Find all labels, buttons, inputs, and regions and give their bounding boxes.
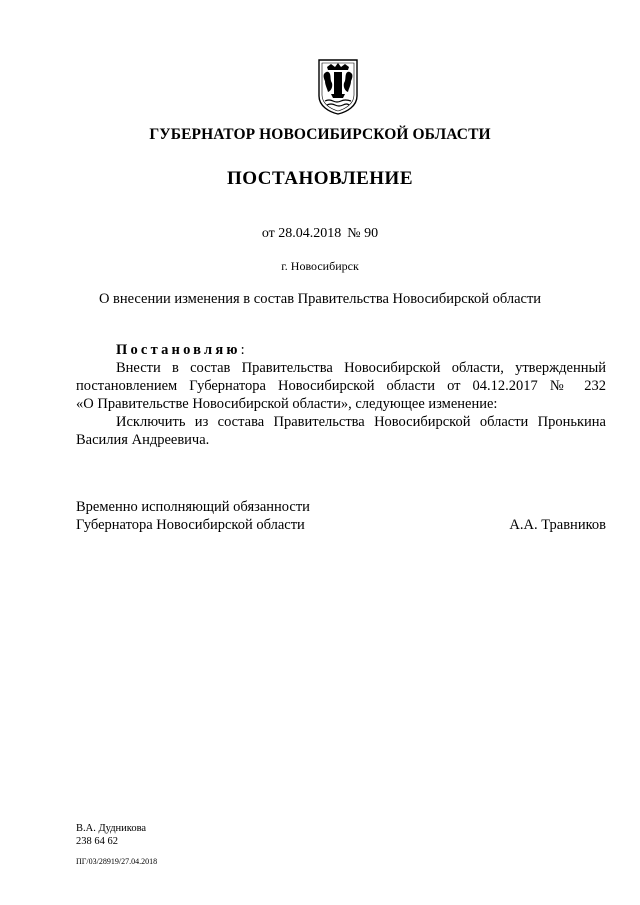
paragraph1-line1: Внести в состав Правительства Новосибирской области, утвержденный [116,360,606,376]
coat-of-arms-icon [313,58,363,116]
postanovlyayu-colon: : [240,342,245,358]
signatory-position-line2: Губернатора Новосибирской области [76,517,305,533]
paragraph2-line1: Исключить из состава Правительства Новосибирской области Пронькина [116,414,606,430]
executor-block [76,822,146,848]
paragraph1-line3: «О Правительстве Новосибирской области», следующее изменение: [76,396,498,412]
signatory-name: А.А. Травников [509,517,606,533]
postanovlyayu-word: Постановляю [116,342,241,358]
paragraph2-line2: Василия Андреевича. [76,432,210,448]
signature-row [76,516,606,534]
executor-phone: 238 64 62 [76,836,118,847]
resolution-heading [76,341,606,359]
document-type: ПОСТАНОВЛЕНИЕ [226,168,414,189]
document-date-number [0,226,640,242]
paragraph1-line2: постановлением Губернатора Новосибирской области от 04.12.2017 № 232 [76,378,606,394]
signatory-position-line1: Временно исполняющий обязанности [76,499,310,515]
signature-block [76,498,606,534]
document-subject: О внесении изменения в состав Правительства Новосибирской области [98,291,542,307]
document-body [76,341,606,449]
executor-name: В.А. Дудникова [76,823,147,834]
document-registration-code: ПГ/03/28919/27.04.2018 [76,857,158,866]
issuer-title: ГУБЕРНАТОР НОВОСИБИРСКОЙ ОБЛАСТИ [149,126,491,143]
document-place: г. Новосибирск [281,259,359,273]
document-number: № 90 [347,226,379,241]
document-date: от 28.04.2018 [261,226,342,241]
